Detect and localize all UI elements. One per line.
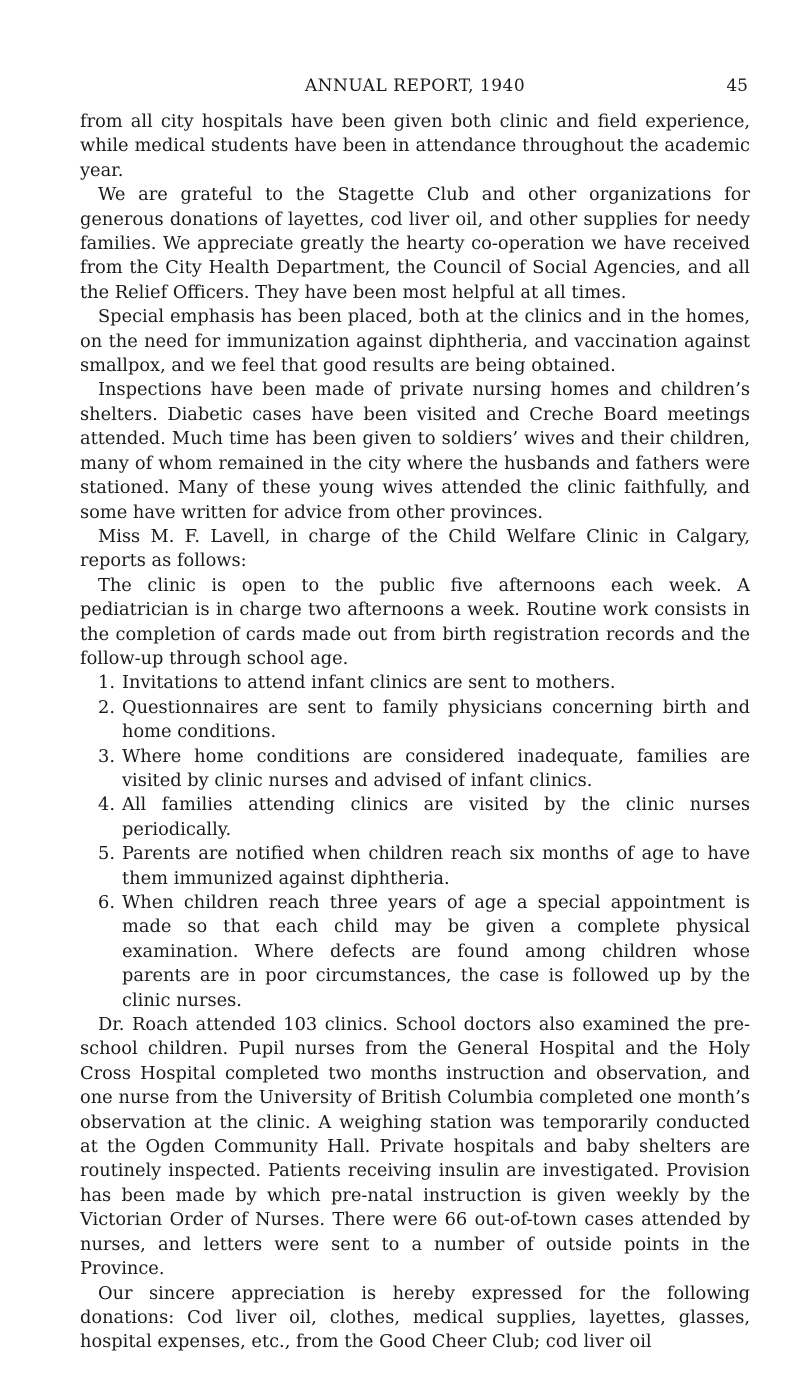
list-item: [80, 891, 750, 1013]
list-item-number: 4.: [98, 794, 115, 816]
list-item-text: Invitations to attend infant clinics are sent to mothers.: [122, 672, 616, 694]
list-item-number: 1.: [98, 672, 115, 694]
list-item-number: 3.: [98, 745, 115, 767]
paragraph-dr-roach: Dr. Roach attended 103 clinics. School doctors also examined the pre-school children. Pupil nurses from the General Hospital and the Holy Cross Hospital completed two months instruction and observation, and one nurse from the University of British Columbia completed one month’s observation at the clinic. A weighing station was temporarily conducted at the Ogden Community Hall. Private hospitals and baby shelters are routinely inspected. Patients receiving insulin are investigated. Provision has been made by which pre-natal instruction is given weekly by the Victorian Order of Nurses. There were 66 out-of-town cases attended by nurses, and letters were sent to a number of outside points in the Province.: [80, 1014, 750, 1280]
page-title: ANNUAL REPORT, 1940: [304, 76, 526, 96]
paragraph-calgary-report-intro: Miss M. F. Lavell, in charge of the Child Welfare Clinic in Calgary, reports as follows:: [80, 525, 750, 572]
paragraph-appreciation: Our sincere appreciation is hereby expressed for the following donations: Cod liver oil, clothes, medical supplies, layettes, glasses, hospital expenses, etc., from the Good Cheer Club; cod liver oil: [80, 1282, 750, 1353]
list-item-text: When children reach three years of age a special appointment is made so that each child may be given a complete physical examination. Where defects are found among children whose parents are in poor circumstances, the case is followed up by the clinic nurses.: [122, 892, 750, 1011]
numbered-list: [80, 671, 750, 1013]
paragraph-clinic-routine: The clinic is open to the public five afternoons each week. A pediatrician is in charge two afternoons a week. Routine work consists in the completion of cards made out from birth registration records and the follow-up through school age.: [80, 574, 750, 669]
paragraph-continuation: from all city hospitals have been given both clinic and field experience, while medical students have been in attendance throughout the academic year.: [80, 111, 750, 181]
page-number: 45: [726, 76, 748, 96]
list-item-number: 2.: [98, 696, 115, 718]
list-item: [80, 842, 750, 891]
paragraph-inspections: Inspections have been made of private nursing homes and children’s shelters. Diabetic cases have been visited and Creche Board meetings attended. Much time has been given to soldiers’ wives and their children, many of whom remained in the city where the husbands and fathers were stationed. Many of these young wives attended the clinic faithfully, and some have written for advice from other provinces.: [80, 379, 750, 523]
list-item-text: Where home conditions are considered inadequate, families are visited by clinic nurses and advised of infant clinics.: [122, 745, 750, 791]
paragraph-donations-thanks: We are grateful to the Stagette Club and other organizations for generous donations of layettes, cod liver oil, and other supplies for needy families. We appreciate greatly the hearty co-operation we have received from the City Health Department, the Council of Social Agencies, and all the Relief Officers. They have been most helpful at all times.: [80, 184, 750, 303]
list-item: [80, 745, 750, 794]
list-item-text: Questionnaires are sent to family physicians concerning birth and home conditions.: [122, 696, 750, 743]
running-header: [80, 76, 750, 110]
list-item-text: All families attending clinics are visited by the clinic nurses periodically.: [122, 794, 750, 840]
paragraph-immunization: Special emphasis has been placed, both at the clinics and in the homes, on the need for immunization against diphtheria, and vaccination against smallpox, and we feel that good results are being obtained.: [80, 306, 750, 377]
list-item-number: 5.: [98, 843, 115, 865]
list-item: [80, 793, 750, 842]
list-item-text: Parents are notified when children reach six months of age to have them immunized against diphtheria.: [122, 843, 750, 889]
list-item: [80, 671, 750, 695]
list-item: [80, 696, 750, 745]
body-text: [80, 110, 750, 1355]
list-item-number: 6.: [98, 892, 115, 913]
